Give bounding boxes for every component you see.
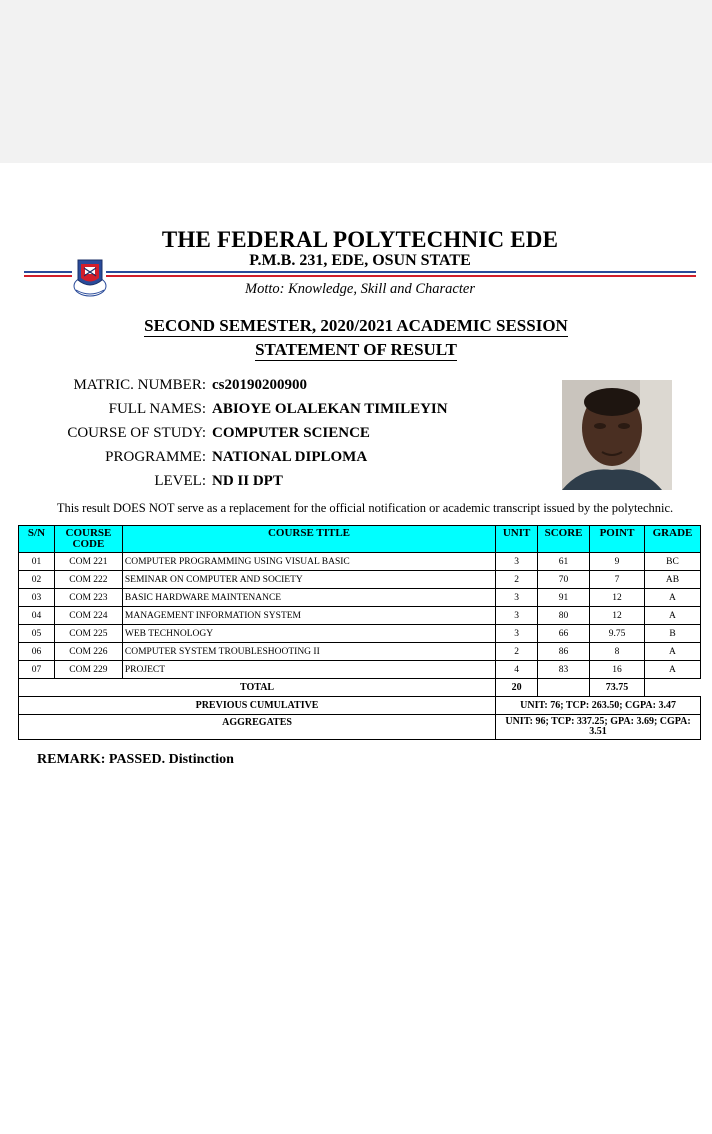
cell-code: COM 229 (54, 661, 122, 679)
cell-grade: A (644, 643, 700, 661)
cell-score: 80 (538, 607, 590, 625)
cell-sn: 06 (19, 643, 55, 661)
cell-unit: 2 (496, 643, 538, 661)
total-score (538, 679, 590, 697)
cell-code: COM 225 (54, 625, 122, 643)
matric-label: MATRIC. NUMBER: (73, 377, 206, 393)
cell-point: 16 (590, 661, 645, 679)
cell-grade: A (644, 589, 700, 607)
cell-unit: 3 (496, 553, 538, 571)
previous-cumulative-label: PREVIOUS CUMULATIVE (19, 697, 496, 715)
institution-address: P.M.B. 231, EDE, OSUN STATE (249, 252, 471, 269)
course-row (0, 425, 560, 447)
cell-grade: A (644, 661, 700, 679)
header-score: SCORE (538, 526, 590, 553)
names-row (0, 401, 560, 423)
header-rule (24, 270, 696, 280)
table-row (19, 625, 701, 643)
institution-name: THE FEDERAL POLYTECHNIC EDE (161, 227, 559, 252)
aggregates-label: AGGREGATES (19, 715, 496, 740)
cell-point: 8 (590, 643, 645, 661)
cell-sn: 05 (19, 625, 55, 643)
cell-title: COMPUTER SYSTEM TROUBLESHOOTING II (122, 643, 495, 661)
header-unit: UNIT (496, 526, 538, 553)
cell-grade: B (644, 625, 700, 643)
total-point: 73.75 (590, 679, 645, 697)
previous-cumulative-value: UNIT: 76; TCP: 263.50; CGPA: 3.47 (496, 697, 701, 715)
cell-code: COM 222 (54, 571, 122, 589)
total-unit: 20 (496, 679, 538, 697)
level-row (0, 473, 560, 495)
cell-title: PROJECT (122, 661, 495, 679)
cell-code: COM 226 (54, 643, 122, 661)
programme-row (0, 449, 560, 471)
student-photo (562, 380, 672, 490)
cell-sn: 02 (19, 571, 55, 589)
cell-score: 83 (538, 661, 590, 679)
cell-point: 12 (590, 607, 645, 625)
institution-motto: Motto: Knowledge, Skill and Character (245, 281, 475, 297)
cell-title: MANAGEMENT INFORMATION SYSTEM (122, 607, 495, 625)
cell-point: 12 (590, 589, 645, 607)
cell-grade: A (644, 607, 700, 625)
names-label: FULL NAMES: (108, 401, 206, 417)
table-row (19, 553, 701, 571)
cell-title: WEB TECHNOLOGY (122, 625, 495, 643)
table-row (19, 607, 701, 625)
course-label: COURSE OF STUDY: (67, 425, 206, 441)
statement-title: STATEMENT OF RESULT (255, 340, 457, 359)
cell-grade: BC (644, 553, 700, 571)
cell-score: 91 (538, 589, 590, 607)
session-title: SECOND SEMESTER, 2020/2021 ACADEMIC SESSION (144, 316, 568, 335)
results-table (18, 525, 701, 740)
cell-sn: 01 (19, 553, 55, 571)
level-label: LEVEL: (154, 473, 206, 489)
cell-title: BASIC HARDWARE MAINTENANCE (122, 589, 495, 607)
table-header-row (19, 526, 701, 553)
cell-code: COM 224 (54, 607, 122, 625)
top-blank-band (0, 0, 712, 163)
matric-value: cs20190200900 (212, 377, 307, 393)
cell-code: COM 223 (54, 589, 122, 607)
cell-unit: 3 (496, 589, 538, 607)
cell-title: COMPUTER PROGRAMMING USING VISUAL BASIC (122, 553, 495, 571)
previous-cumulative-row (19, 697, 701, 715)
cell-unit: 4 (496, 661, 538, 679)
cell-score: 70 (538, 571, 590, 589)
cell-grade: AB (644, 571, 700, 589)
total-label: TOTAL (19, 679, 496, 697)
cell-unit: 3 (496, 607, 538, 625)
disclaimer-text: This result DOES NOT serve as a replacement for the official notification or academic transcript issued by the polytechnic. (56, 501, 674, 515)
table-row (19, 571, 701, 589)
total-grade (644, 679, 700, 697)
cell-unit: 3 (496, 625, 538, 643)
cell-sn: 03 (19, 589, 55, 607)
programme-label: PROGRAMME: (105, 449, 206, 465)
aggregates-row (19, 715, 701, 740)
aggregates-value: UNIT: 96; TCP: 337.25; GPA: 3.69; CGPA: 3.51 (496, 715, 701, 740)
cell-point: 9 (590, 553, 645, 571)
result-remark: REMARK: PASSED. Distinction (37, 752, 234, 767)
table-row (19, 589, 701, 607)
programme-value: NATIONAL DIPLOMA (212, 449, 368, 465)
total-row (19, 679, 701, 697)
header-course-code: COURSE CODE (54, 526, 122, 553)
cell-score: 61 (538, 553, 590, 571)
course-value: COMPUTER SCIENCE (212, 425, 370, 441)
cell-score: 86 (538, 643, 590, 661)
header-grade: GRADE (644, 526, 700, 553)
names-value: ABIOYE OLALEKAN TIMILEYIN (212, 401, 448, 417)
level-value: ND II DPT (212, 473, 283, 489)
table-row (19, 661, 701, 679)
cell-title: SEMINAR ON COMPUTER AND SOCIETY (122, 571, 495, 589)
header-sn: S/N (19, 526, 55, 553)
header-point: POINT (590, 526, 645, 553)
cell-code: COM 221 (54, 553, 122, 571)
matric-row (0, 377, 560, 399)
table-row (19, 643, 701, 661)
cell-point: 7 (590, 571, 645, 589)
cell-unit: 2 (496, 571, 538, 589)
header-course-title: COURSE TITLE (122, 526, 495, 553)
cell-score: 66 (538, 625, 590, 643)
cell-point: 9.75 (590, 625, 645, 643)
cell-sn: 04 (19, 607, 55, 625)
cell-sn: 07 (19, 661, 55, 679)
